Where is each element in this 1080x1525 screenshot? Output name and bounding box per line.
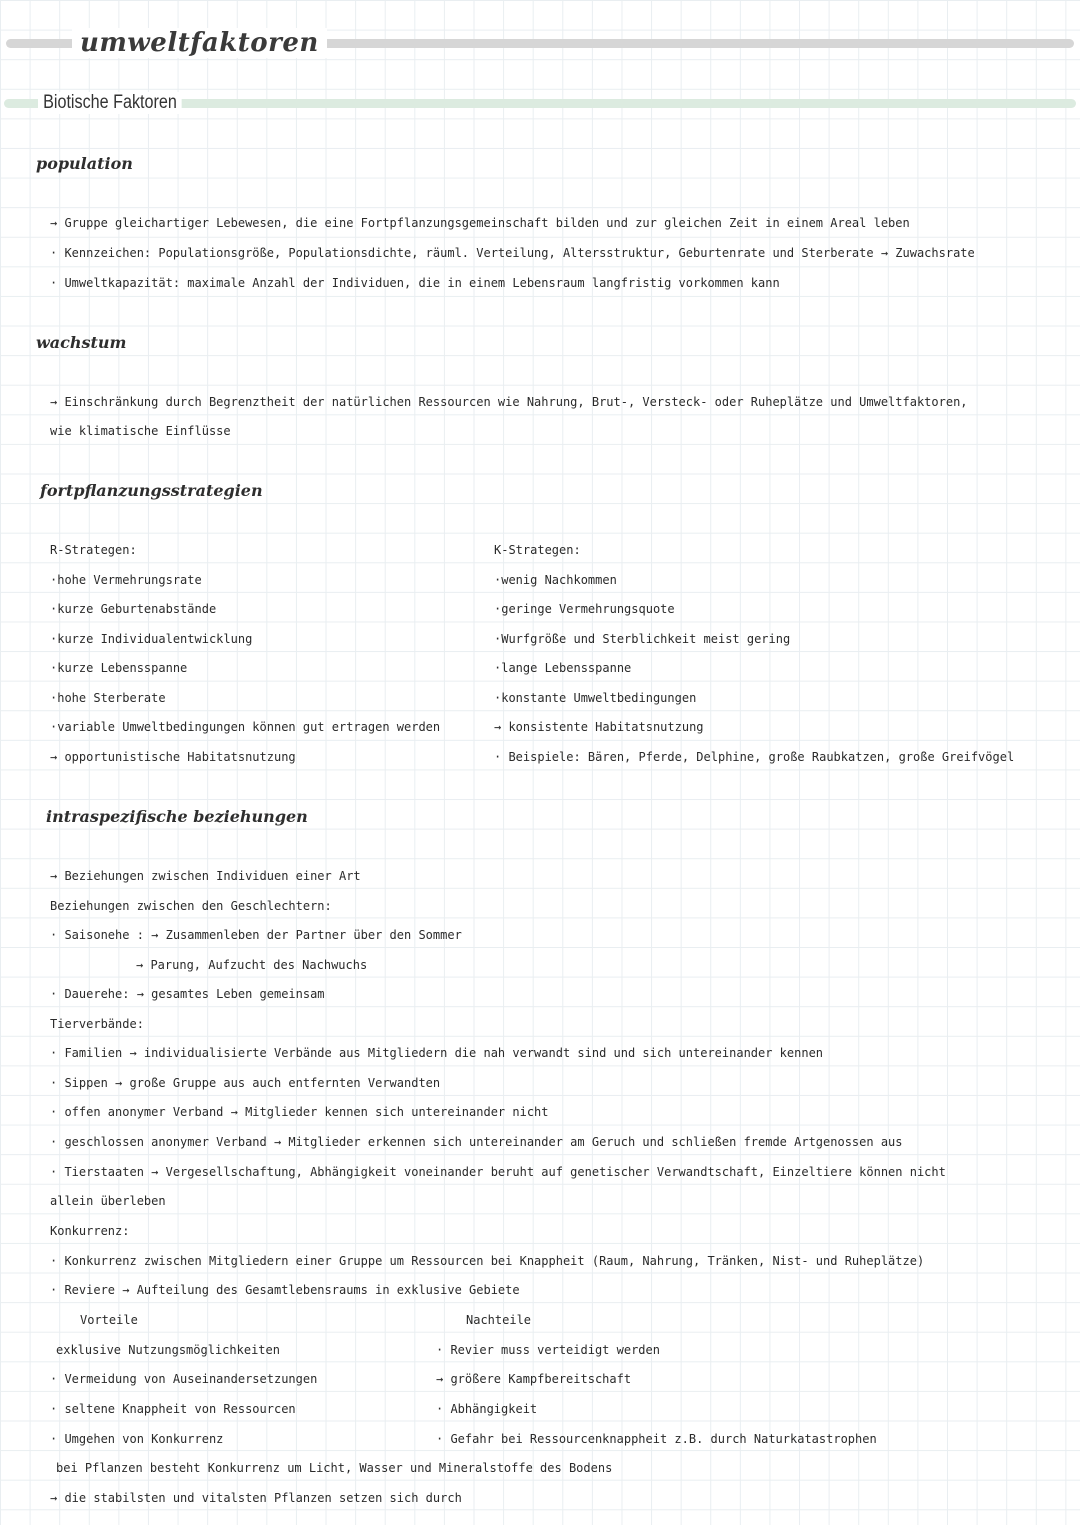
r-line: ·kurze Geburtenabstände <box>50 602 217 616</box>
intra-line: · geschlossen anonymer Verband → Mitglieder erkennen sich untereinander am Geruch und schließen fremde Artgenossen aus <box>50 1135 903 1149</box>
page-subtitle: Biotische Faktoren <box>38 92 182 114</box>
r-line: ·hohe Vermehrungsrate <box>50 573 202 587</box>
k-line: ·wenig Nachkommen <box>494 573 617 587</box>
r-line: ·hohe Sterberate <box>50 691 166 705</box>
wachstum-line-2: wie klimatische Einflüsse <box>50 424 231 438</box>
heading-strategien: fortpflanzungsstrategien <box>40 481 263 500</box>
intra-line: · Dauerehe: → gesamtes Leben gemeinsam <box>50 987 325 1001</box>
nachteile-header: Nachteile <box>466 1313 532 1327</box>
r-line: R-Strategen: <box>50 543 137 557</box>
k-line: ·Wurfgröße und Sterblichkeit meist gering <box>494 632 791 646</box>
r-line: → opportunistische Habitatsnutzung <box>50 750 296 764</box>
k-line: ·geringe Vermehrungsquote <box>494 602 675 616</box>
vorteile-item: exklusive Nutzungsmöglichkeiten <box>56 1343 280 1357</box>
intra-line: allein überleben <box>50 1194 166 1208</box>
end-line: bei Pflanzen besteht Konkurrenz um Licht, Wasser und Mineralstoffe des Bodens <box>56 1461 613 1475</box>
population-line-1: → Gruppe gleichartiger Lebewesen, die eine Fortpflanzungsgemeinschaft bilden und zur gleichen Zeit in einem Areal leben <box>50 216 910 230</box>
intra-line: · Familien → individualisierte Verbände aus Mitgliedern die nah verwandt sind und sich untereinander kennen <box>50 1046 824 1060</box>
k-line: → konsistente Habitatsnutzung <box>494 720 704 734</box>
heading-population: population <box>36 154 133 173</box>
heading-wachstum: wachstum <box>36 333 127 352</box>
k-line: K-Strategen: <box>494 543 581 557</box>
nachteile-item: · Revier muss verteidigt werden <box>436 1343 660 1357</box>
intra-line: · Reviere → Aufteilung des Gesamtlebensraums in exklusive Gebiete <box>50 1283 520 1297</box>
intra-line: Tierverbände: <box>50 1017 144 1031</box>
population-line-2: · Kennzeichen: Populationsgröße, Populationsdichte, räuml. Verteilung, Altersstruktur, Geburtenrate und Sterberate → Zuwachsrate <box>50 246 975 260</box>
intra-line: · Sippen → große Gruppe aus auch entfernten Verwandten <box>50 1076 441 1090</box>
end-line: → die stabilsten und vitalsten Pflanzen setzen sich durch <box>50 1491 462 1505</box>
r-line: ·kurze Individualentwicklung <box>50 632 253 646</box>
wachstum-line-1: → Einschränkung durch Begrenztheit der natürlichen Ressourcen wie Nahrung, Brut-, Versteck- oder Ruheplätze und Umweltfaktoren, <box>50 395 968 409</box>
r-line: ·variable Umweltbedingungen können gut ertragen werden <box>50 720 441 734</box>
intra-line: · offen anonymer Verband → Mitglieder kennen sich untereinander nicht <box>50 1105 549 1119</box>
vorteile-item: · Umgehen von Konkurrenz <box>50 1432 224 1446</box>
heading-intraspezifisch: intraspezifische beziehungen <box>46 807 308 826</box>
intra-line: · Tierstaaten → Vergesellschaftung, Abhängigkeit voneinander beruht auf genetischer Verwandtschaft, Einzeltiere können nicht <box>50 1165 946 1179</box>
r-line: ·kurze Lebensspanne <box>50 661 188 675</box>
vorteile-item: · seltene Knappheit von Ressourcen <box>50 1402 296 1416</box>
population-line-3: · Umweltkapazität: maximale Anzahl der Individuen, die in einem Lebensraum langfristig vorkommen kann <box>50 276 780 290</box>
k-line: · Beispiele: Bären, Pferde, Delphine, große Raubkatzen, große Greifvögel <box>494 750 1015 764</box>
intra-line: Konkurrenz: <box>50 1224 130 1238</box>
nachteile-item: · Abhängigkeit <box>436 1402 538 1416</box>
vorteile-item: · Vermeidung von Auseinandersetzungen <box>50 1372 318 1386</box>
nachteile-item: → größere Kampfbereitschaft <box>436 1372 632 1386</box>
vorteile-header: Vorteile <box>80 1313 138 1327</box>
nachteile-item: · Gefahr bei Ressourcenknappheit z.B. durch Naturkatastrophen <box>436 1432 877 1446</box>
intra-line: → Parung, Aufzucht des Nachwuchs <box>136 958 368 972</box>
intra-line: · Konkurrenz zwischen Mitgliedern einer Gruppe um Ressourcen bei Knappheit (Raum, Nahrung, Tränken, Nist- und Ruheplätze) <box>50 1254 925 1268</box>
intra-line: → Beziehungen zwischen Individuen einer Art <box>50 869 361 883</box>
k-line: ·lange Lebensspanne <box>494 661 632 675</box>
intra-line: Beziehungen zwischen den Geschlechtern: <box>50 899 332 913</box>
k-line: ·konstante Umweltbedingungen <box>494 691 697 705</box>
intra-line: · Saisonehe : → Zusammenleben der Partner über den Sommer <box>50 928 462 942</box>
page-title: umweltfaktoren <box>72 28 327 58</box>
